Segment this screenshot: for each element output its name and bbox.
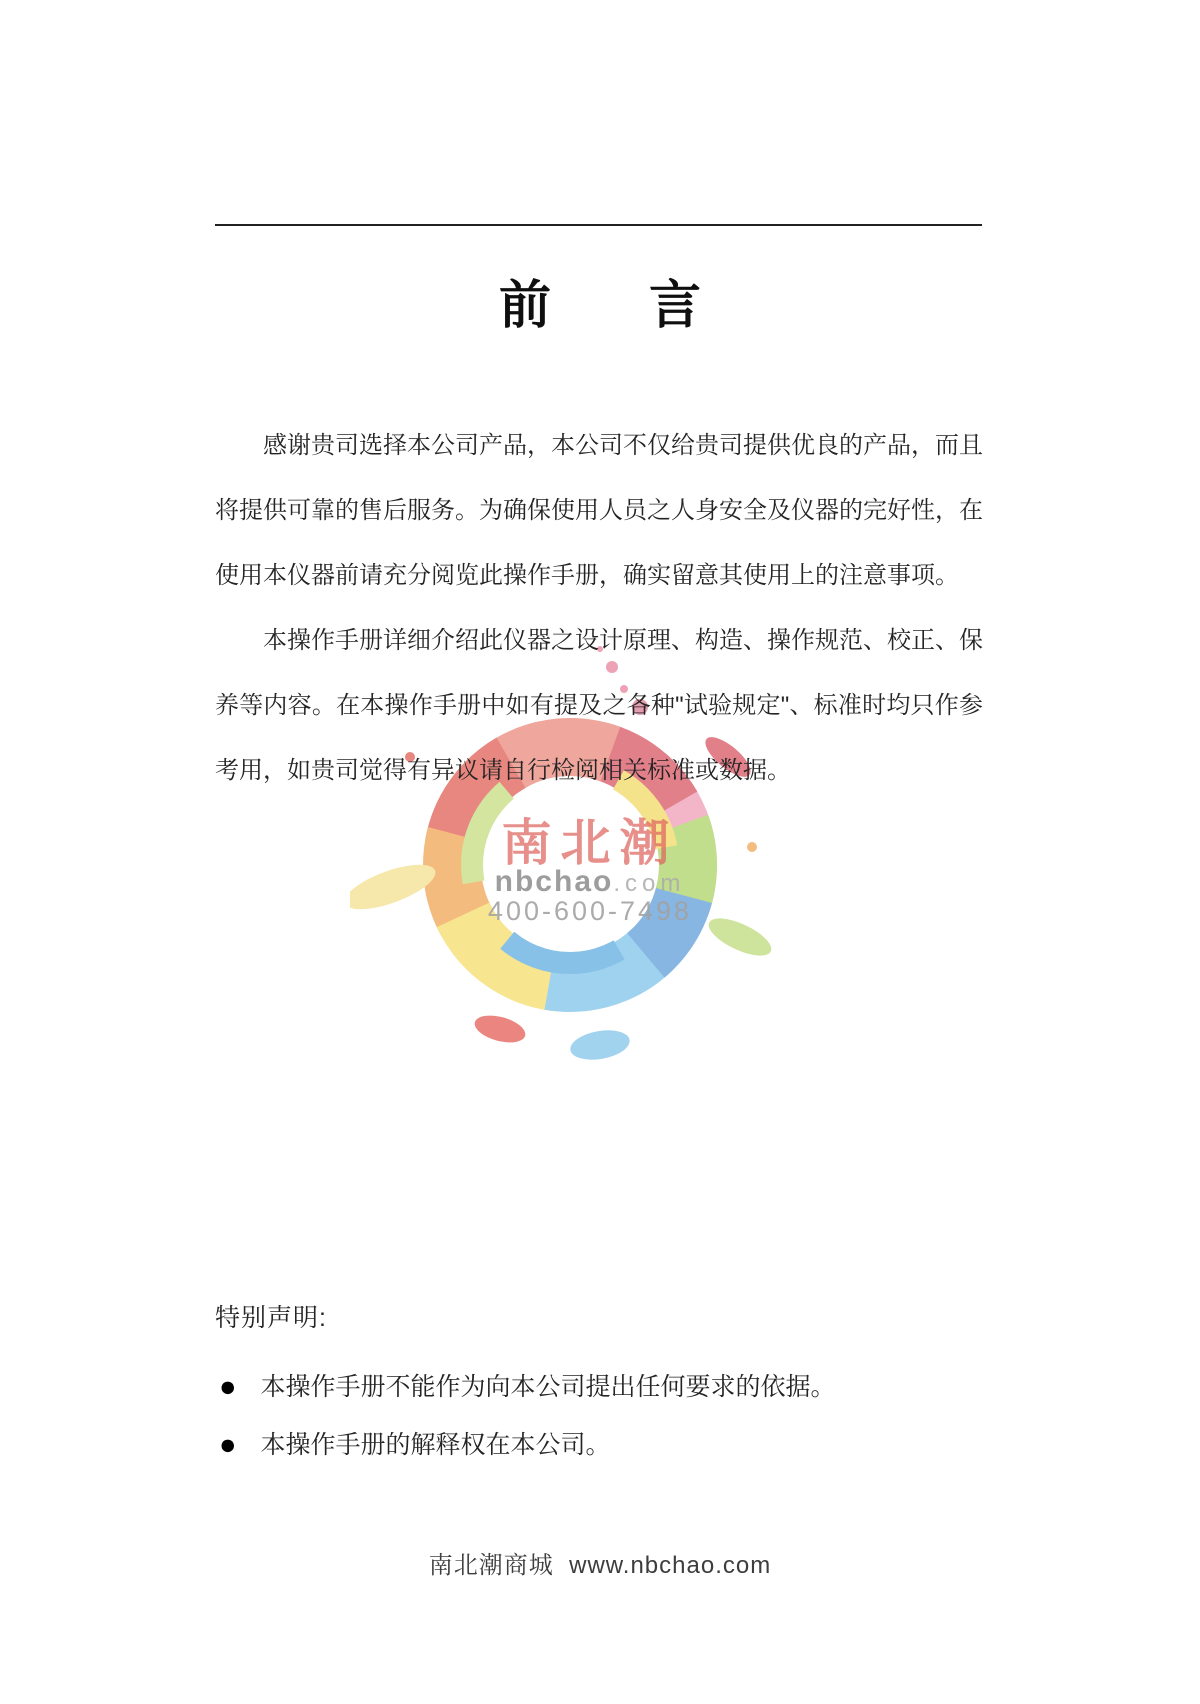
watermark-domain-main: nbchao xyxy=(494,865,614,898)
title-char-qian: 前 xyxy=(498,277,551,335)
page-footer: 南北潮商城 www.nbchao.com xyxy=(428,1552,772,1579)
bullet-icon: ● xyxy=(219,1429,237,1461)
preface-line: 养等内容。在本操作手册中如有提及之各种"试验规定"、标准时均只作参 xyxy=(215,692,983,719)
statement-bullet-text: 本操作手册不能作为向本公司提出任何要求的依据。 xyxy=(260,1373,836,1402)
statement-bullet-text: 本操作手册的解释权在本公司。 xyxy=(260,1431,611,1460)
preface-body xyxy=(215,413,983,803)
preface-line: 考用，如贵司觉得有异议请自行检阅相关标准或数据。 xyxy=(215,757,791,784)
title-char-yan: 言 xyxy=(649,277,702,335)
statement-bullet-2 xyxy=(219,1431,611,1460)
watermark-phone: 400-600-7498 xyxy=(487,896,693,926)
watermark-domain-suffix: .com xyxy=(613,870,686,897)
preface-line: 将提供可靠的售后服务。为确保使用人员之人身安全及仪器的完好性，在 xyxy=(215,497,983,524)
header-rule xyxy=(215,224,982,226)
statement-bullet-1 xyxy=(219,1373,836,1402)
watermark-domain xyxy=(350,867,830,897)
preface-line: 感谢贵司选择本公司产品，本公司不仅给贵司提供优良的产品，而且 xyxy=(263,432,983,459)
statement-heading: 特别声明: xyxy=(215,1304,327,1332)
preface-line: 使用本仪器前请充分阅览此操作手册，确实留意其使用上的注意事项。 xyxy=(215,562,959,589)
preface-line: 本操作手册详细介绍此仪器之设计原理、构造、操作规范、校正、保 xyxy=(263,627,983,654)
bullet-icon: ● xyxy=(219,1371,237,1403)
page-title xyxy=(0,278,1200,334)
watermark-brand: 南北潮 xyxy=(501,815,679,871)
